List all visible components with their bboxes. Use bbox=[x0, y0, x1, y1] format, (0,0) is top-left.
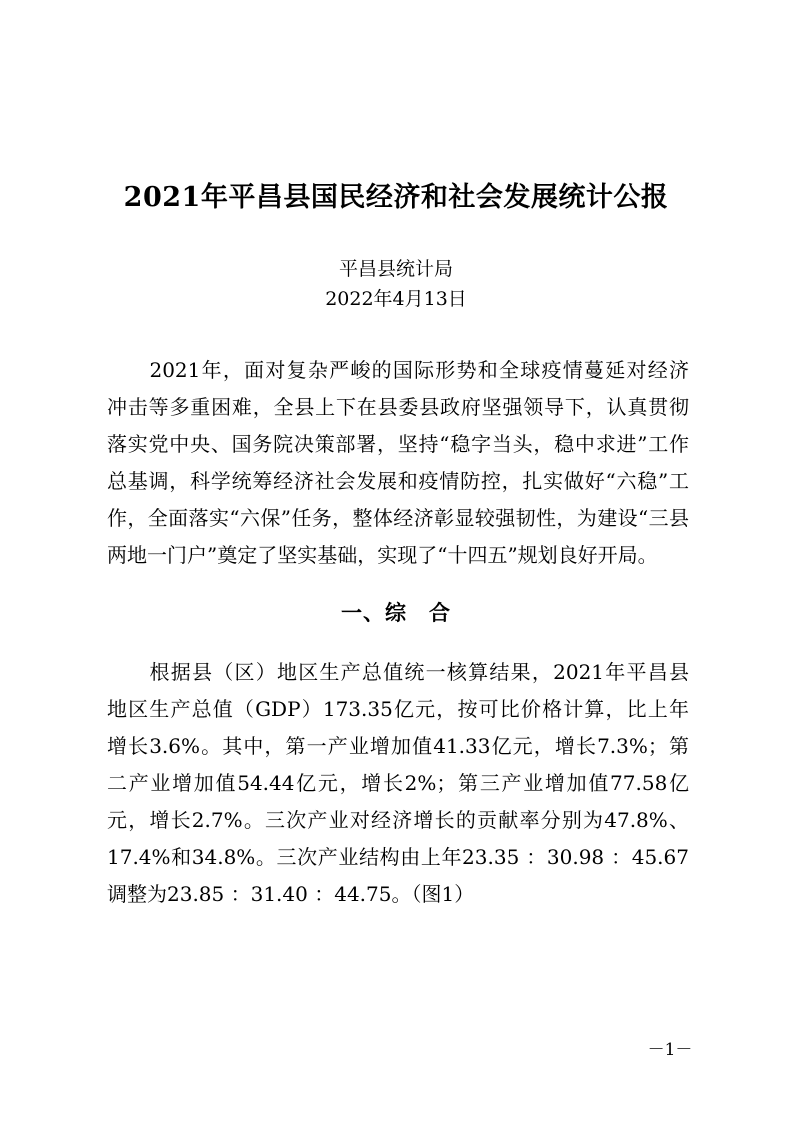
section1-paragraph bbox=[107, 654, 689, 913]
intro-paragraph bbox=[107, 352, 689, 574]
paragraph-line: 两地一门户”奠定了坚实基础，实现了“十四五”规划良好开局。 bbox=[107, 543, 658, 567]
page-number: －1－ bbox=[647, 1040, 693, 1060]
paragraph-line: 冲击等多重困难，全县上下在县委县政府坚强领导下，认真贯彻 bbox=[107, 395, 689, 419]
document-title: 2021年平昌县国民经济和社会发展统计公报 bbox=[123, 182, 669, 213]
paragraph-line: 增长3.6%。其中，第一产业增加值41.33亿元，增长7.3%；第 bbox=[107, 734, 689, 758]
document-author: 平昌县统计局 bbox=[338, 258, 453, 280]
paragraph-line: 17.4%和34.8%。三次产业结构由上年23.35 ：30.98 ：45.67 bbox=[107, 845, 689, 869]
paragraph-line: 作，全面落实“六保”任务，整体经济彰显较强韧性，为建设“三县 bbox=[107, 506, 689, 530]
paragraph-line: 调整为23.85 ：31.40 ：44.75。（图1） bbox=[107, 882, 475, 906]
paragraph-line: 总基调，科学统筹经济社会发展和疫情防控，扎实做好“六稳”工 bbox=[107, 469, 689, 493]
paragraph-line: 地区生产总值（GDP）173.35亿元，按可比价格计算，比上年 bbox=[107, 697, 689, 721]
paragraph-line: 根据县（区）地区生产总值统一核算结果，2021年平昌县 bbox=[107, 660, 689, 684]
paragraph-line: 落实党中央、国务院决策部署，坚持“稳字当头，稳中求进”工作 bbox=[107, 432, 689, 456]
document-date: 2022年4月13日 bbox=[325, 288, 467, 310]
paragraph-line: 二产业增加值54.44亿元，增长2%；第三产业增加值77.58亿 bbox=[107, 771, 689, 795]
paragraph-line: 元，增长2.7%。三次产业对经济增长的贡献率分别为47.8%、 bbox=[107, 808, 689, 832]
paragraph-line: 2021年，面对复杂严峻的国际形势和全球疫情蔓延对经济 bbox=[107, 358, 689, 382]
section-heading: 一、综 合 bbox=[341, 600, 451, 625]
